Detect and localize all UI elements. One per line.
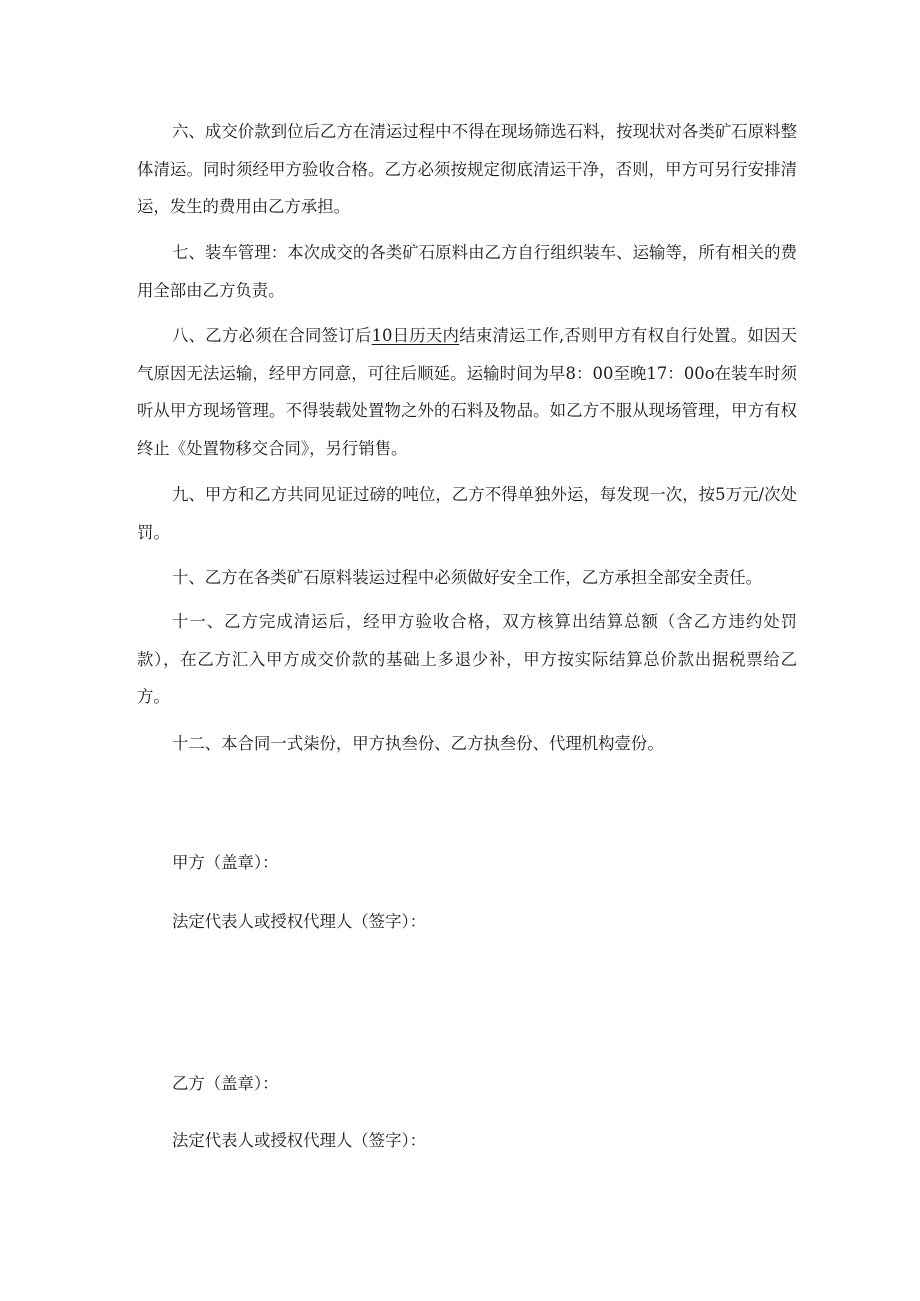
clause-10: 十、乙方在各类矿石原料装运过程中必须做好安全工作，乙方承担全部安全责任。: [172, 568, 763, 587]
clause-8-deadline: 10日历天内: [371, 326, 460, 345]
party-b-seal-line: 乙方（盖章）：: [172, 1074, 279, 1093]
clause-6: 六、成交价款到位后乙方在清运过程中不得在现场筛选石料，按现状对各类矿石原料整体清运。同时须经甲方验收合格。乙方必须按规定彻底清运干净，否则，甲方可另行安排清运，发生的费用由乙方承担。: [137, 122, 797, 216]
clause-12: 十二、本合同一式柒份，甲方执叁份、乙方执叁份、代理机构壹份。: [172, 734, 664, 753]
party-a-representative-line: 法定代表人或授权代理人（签字）：: [172, 912, 427, 931]
clause-8: [137, 317, 797, 467]
clause-9: 九、甲方和乙方共同见证过磅的吨位，乙方不得单独外运，每发现一次，按5万元/次处罚。: [137, 485, 797, 542]
party-a-seal-line: 甲方（盖章）：: [172, 853, 279, 872]
party-b-representative-line: 法定代表人或授权代理人（签字）：: [172, 1131, 427, 1150]
clause-8-text-end: 结束清运工作,否则甲方有权自行处置。如因天气原因无法运输，经甲方同意，可往后顺延。运输时间为早8：00至晚17：00o在装车时须听从甲方现场管理。不得装载处置物之外的石料及物品。如乙方不服从现场管理，甲方有权终止《处置物移交合同》，另行销售。: [137, 326, 797, 458]
clause-7: 七、装车管理：本次成交的各类矿石原料由乙方自行组织装车、运输等，所有相关的费用全部由乙方负责。: [137, 243, 797, 300]
clause-8-text-start: 八、乙方必须在合同签订后: [172, 326, 372, 345]
clause-11: 十一、乙方完成清运后，经甲方验收合格，双方核算出结算总额（含乙方违约处罚款），在乙方汇入甲方成交价款的基础上多退少补，甲方按实际结算总价款出据税票给乙方。: [137, 612, 797, 706]
